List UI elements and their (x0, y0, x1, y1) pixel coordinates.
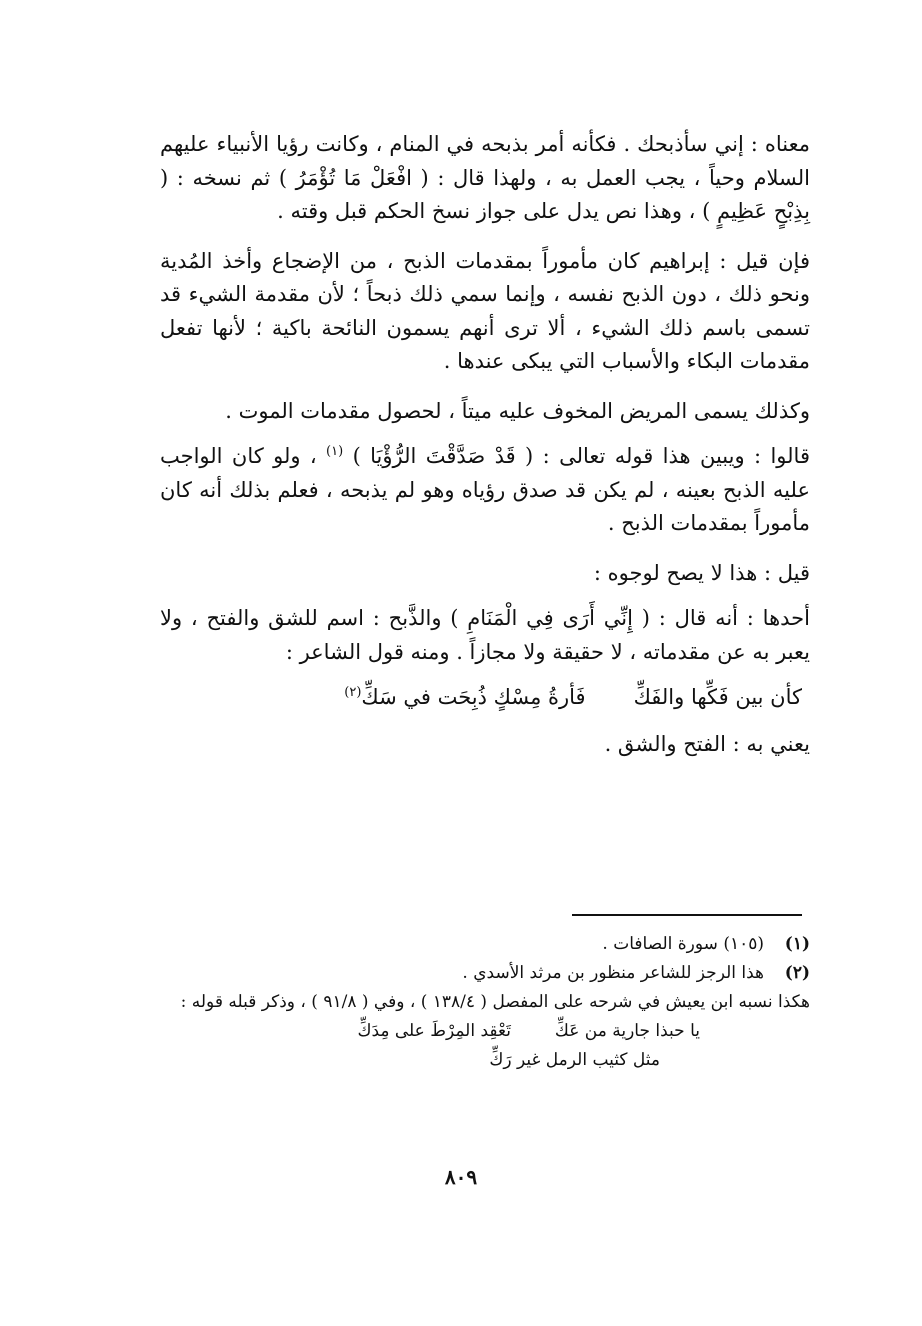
main-text (160, 128, 810, 778)
paragraph-2: فإن قيل : إبراهيم كان مأموراً بمقدمات الذبح ، من الإضجاع وأخذ المُدية ونحو ذلك ، دون الذبح نفسه ، وإنما سمي ذلك ذبحاً ؛ لأن مقدمة الشيء قد تسمى باسم ذلك الشيء ، ألا ترى أنهم يسمون النائحة باكية ؛ لأنها تفعل مقدمات البكاء والأسباب التي يبكى عندها . (160, 248, 810, 373)
footnote-separator (572, 914, 802, 916)
footnote-1-text: (١٠٥) سورة الصافات . (602, 934, 764, 954)
footnote-marker-1: (١) (326, 444, 344, 459)
poem-verse (160, 681, 802, 714)
page-number: ٨٠٩ (444, 1165, 478, 1189)
footnote-1 (160, 930, 810, 959)
footnote-2-text: هذا الرجز للشاعر منظور بن مرثد الأسدي . (462, 963, 764, 983)
paragraph-6: أحدها : أنه قال : ( إِنِّي أَرَى فِي الْمَنَامِ ) والذَّبح : اسم للشق والفتح ، ولا يعبر به عن مقدماته ، لا حقيقة ولا مجازاً . ومنه قول الشاعر : (160, 606, 810, 664)
verse-first-hemistich: كأن بين فَكِّها والفَكِّ (633, 685, 802, 709)
footnote-2-continuation: هكذا نسبه ابن يعيش في شرحه على المفصل ( ١٣٨/٤ ) ، وفي ( ٩١/٨ ) ، وذكر قبله قوله : (180, 992, 810, 1012)
paragraph-4-rest: ، ولو كان الواجب عليه الذبح بعينه ، لم يكن قد صدق رؤياه وهو لم يذبحه ، فعلم بذلك أنه كان مأموراً بمقدمات الذبح . (160, 444, 810, 535)
footnotes (160, 930, 810, 1075)
footnote-1-number: (١) (784, 934, 810, 954)
verse-second-hemistich-text: فَأرةُ مِسْكٍ ذُبِحَت في سَكِّ (361, 685, 586, 709)
footnote-marker-2: (٢) (344, 685, 362, 700)
paragraph-1: معناه : إني سأذبحك . فكأنه أمر بذبحه في المنام ، وكانت رؤيا الأنبياء عليهم السلام وحياً ، يجب العمل به ، ولهذا قال : ( افْعَلْ مَا تُؤْمَرُ ) ثم نسخه : ( بِذِبْحٍ عَظِيمٍ ) ، وهذا نص يدل على جواز نسخ الحكم قبل وقته . (160, 132, 810, 223)
footnote-2-verse-first-hemistich: يا حبذا جارية من عَكِّ (554, 1021, 700, 1041)
footnote-2 (160, 959, 810, 988)
paragraph-5: قيل : هذا لا يصح لوجوه : (593, 560, 810, 585)
paragraph-4-quote: قالوا : ويبين هذا قوله تعالى : ( قَدْ صَدَّقْتَ الرُّؤْيَا ) (352, 444, 810, 468)
footnote-2-verse (160, 1017, 700, 1046)
verse-second-hemistich (344, 681, 585, 714)
paragraph-7: يعني به : الفتح والشق . (604, 732, 810, 756)
paragraph-4 (160, 440, 810, 541)
footnote-2-verse-second-hemistich: تَعْقِد المِرْطَ على مِدَكِّ (357, 1021, 511, 1041)
paragraph-3: وكذلك يسمى المريض المخوف عليه ميتاً ، لحصول مقدمات الموت . (225, 398, 810, 423)
footnote-2-verse-line-2: مثل كثيب الرمل غير رَكِّ (489, 1050, 660, 1070)
footnote-2-number: (٢) (784, 963, 810, 983)
